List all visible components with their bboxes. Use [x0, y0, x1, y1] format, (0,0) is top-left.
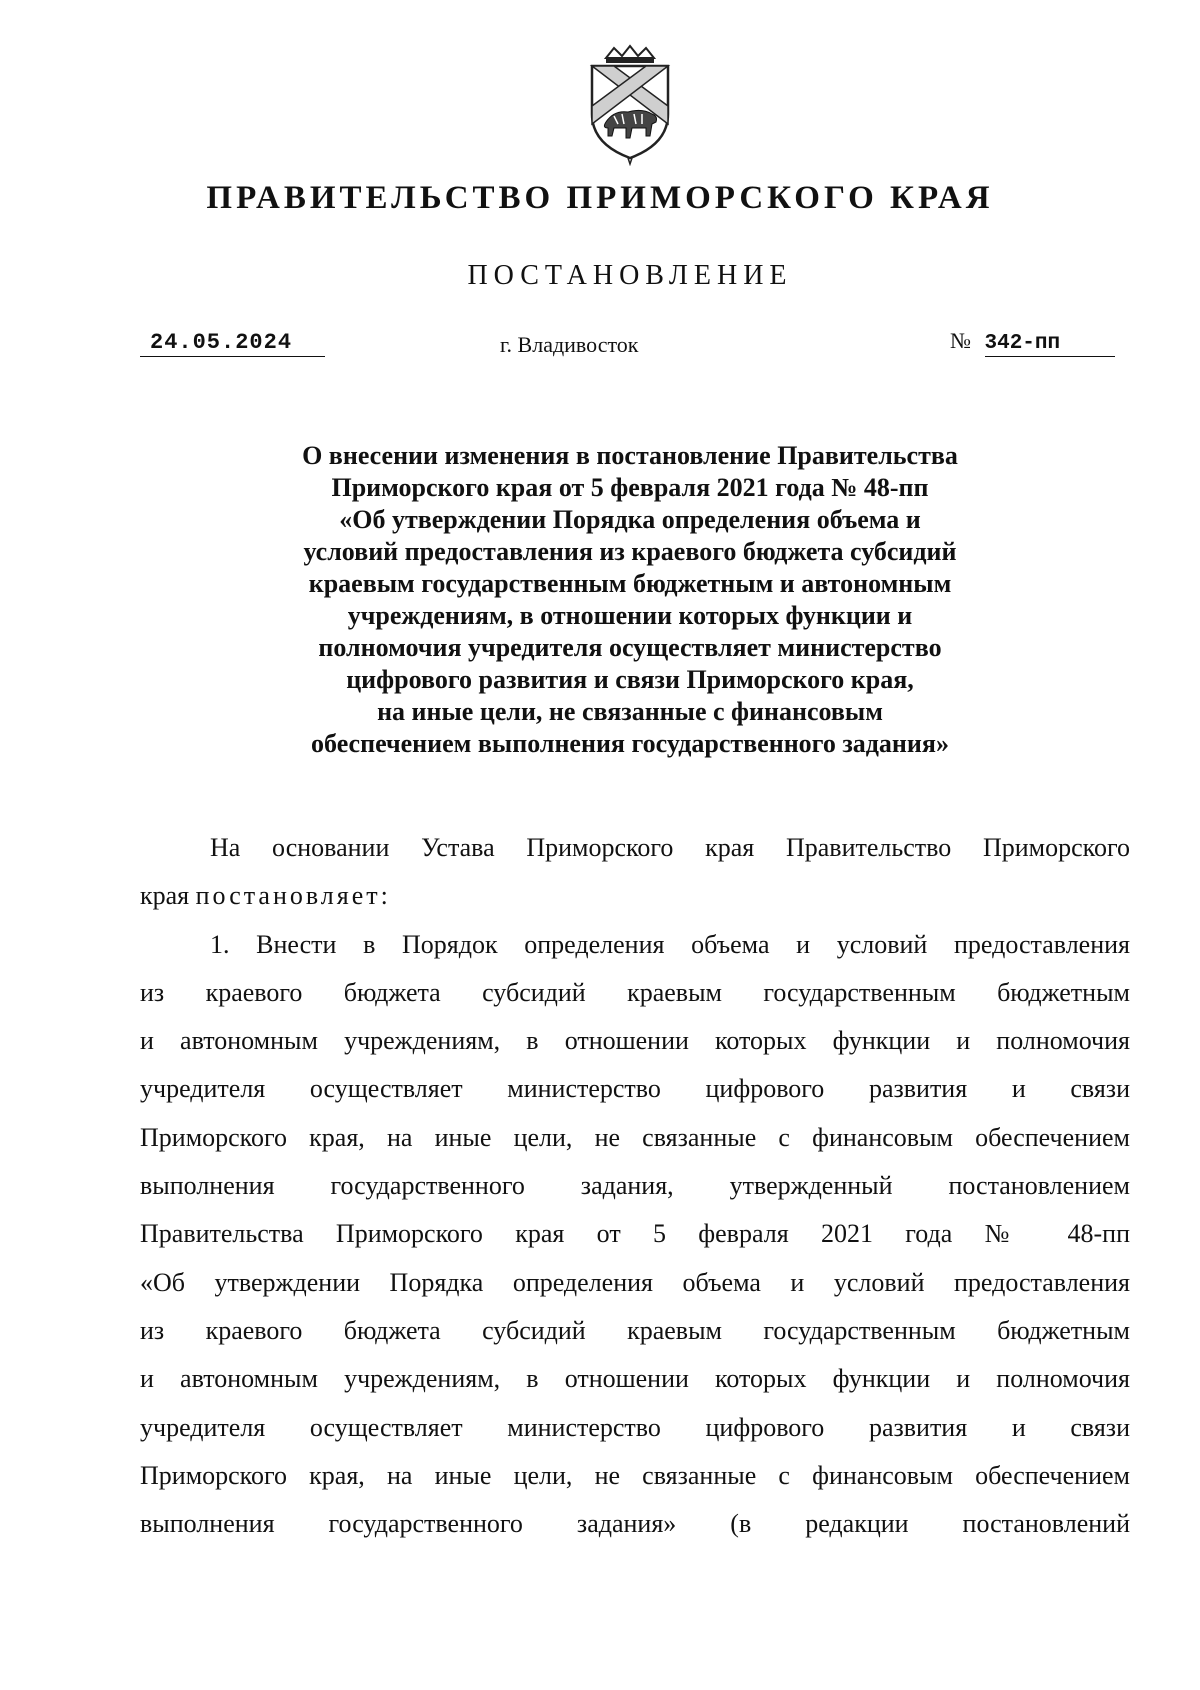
heading-line: О внесении изменения в постановление Правительства — [302, 441, 958, 470]
heading-line: Приморского края от 5 февраля 2021 года № 48-пп — [331, 473, 929, 502]
document-number — [950, 328, 1130, 357]
document-date: 24.05.2024 — [140, 330, 325, 357]
body-line: и автономным учреждениям, в отношении которых функции и полномочия — [140, 1364, 1130, 1394]
body-line: Приморского края, на иные цели, не связанные с финансовым обеспечением — [140, 1460, 1130, 1490]
document-heading — [200, 440, 1060, 760]
number-sign: № — [950, 328, 971, 353]
body-line: и автономным учреждениям, в отношении которых функции и полномочия — [140, 1026, 1130, 1056]
body-line: На основании Устава Приморского края Правительство Приморского — [210, 833, 1130, 862]
body-line-resolves — [140, 872, 1130, 920]
body-line: Правительства Приморского края от 5 февраля 2021 года № 48-пп — [140, 1219, 1130, 1249]
heading-line: обеспечением выполнения государственного задания» — [311, 729, 949, 758]
government-title: ПРАВИТЕЛЬСТВО ПРИМОРСКОГО КРАЯ — [206, 180, 994, 216]
body-line: учредителя осуществляет министерство цифрового развития и связи — [140, 1412, 1130, 1442]
body-line: «Об утверждении Порядка определения объема и условий предоставления — [140, 1267, 1130, 1297]
body-line: учредителя осуществляет министерство цифрового развития и связи — [140, 1074, 1130, 1104]
body-line: выполнения государственного задания, утвержденный постановлением — [140, 1171, 1130, 1201]
resolves-word: постановляет: — [195, 881, 391, 911]
document-type: ПОСТАНОВЛЕНИЕ — [467, 260, 793, 291]
body-line: Приморского края, на иные цели, не связанные с финансовым обеспечением — [140, 1122, 1130, 1152]
number-value: 342-пп — [985, 332, 1115, 357]
heading-line: на иные цели, не связанные с финансовым — [377, 697, 883, 726]
document-city: г. Владивосток — [500, 332, 639, 357]
body-line: выполнения государственного задания» (в редакции постановлений — [140, 1509, 1130, 1539]
heading-line: полномочия учредителя осуществляет министерство — [318, 633, 942, 662]
heading-line: краевым государственным бюджетным и автономным — [308, 569, 952, 598]
heading-line: учреждениям, в отношении которых функции и — [347, 601, 913, 630]
body-line: из краевого бюджета субсидий краевым государственным бюджетным — [140, 977, 1130, 1007]
body-line: из краевого бюджета субсидий краевым государственным бюджетным — [140, 1315, 1130, 1345]
heading-line: «Об утверждении Порядка определения объема и — [339, 505, 921, 534]
heading-line: цифрового развития и связи Приморского края, — [346, 665, 914, 694]
body-line: 1. Внести в Порядок определения объема и условий предоставления — [210, 929, 1130, 959]
coat-of-arms-emblem — [584, 44, 676, 166]
body-line-prefix: края — [140, 881, 196, 911]
document-body — [140, 824, 1130, 1548]
heading-line: условий предоставления из краевого бюджета субсидий — [303, 537, 957, 566]
